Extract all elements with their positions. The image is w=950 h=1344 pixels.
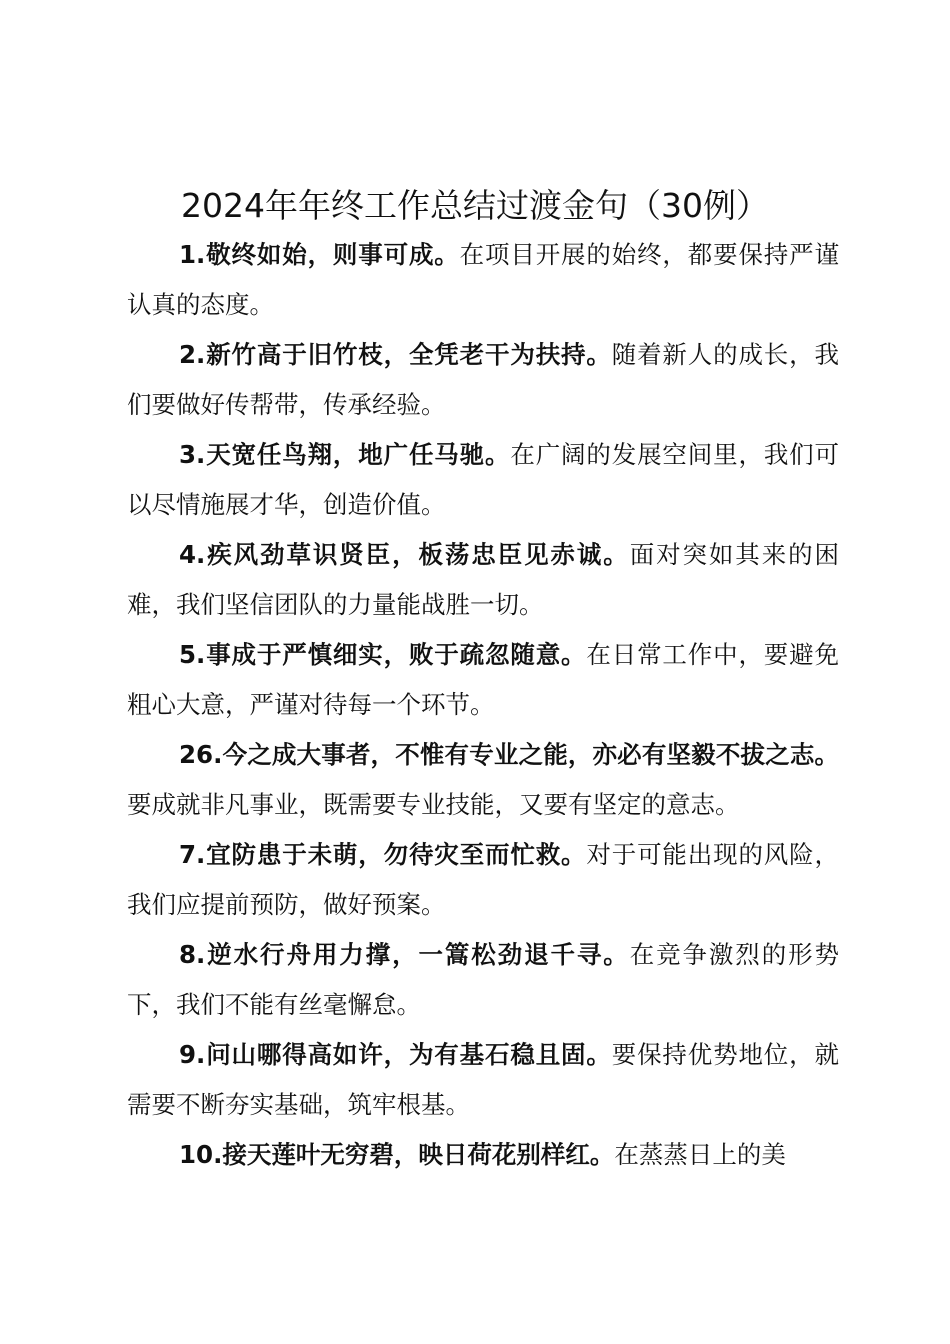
quote-paragraph-2 bbox=[127, 330, 839, 430]
document-body bbox=[127, 230, 839, 1180]
quote-body: 在日常工作中，要避免粗心大意，严谨对待每一个环节。 bbox=[127, 640, 840, 719]
document-title: 2024年年终工作总结过渡金句（30例） bbox=[181, 186, 769, 225]
quote-lead: 5.事成于严慎细实，败于疏忽随意。 bbox=[179, 640, 587, 669]
quote-body: 随着新人的成长，我们要做好传帮带，传承经验。 bbox=[127, 340, 839, 419]
quote-lead: 7.宜防患于未萌，勿待灾至而忙救。 bbox=[179, 840, 587, 869]
quote-lead: 3.天宽任鸟翔，地广任马驰。 bbox=[179, 440, 511, 469]
quote-paragraph-6 bbox=[127, 730, 839, 830]
quote-body: 在广阔的发展空间里，我们可以尽情施展才华，创造价值。 bbox=[127, 440, 840, 519]
quote-lead: 26.今之成大事者，不惟有专业之能，亦必有坚毅不拔之志。 bbox=[179, 740, 839, 769]
quote-paragraph-8 bbox=[127, 930, 839, 1030]
quote-paragraph-7 bbox=[127, 830, 839, 930]
quote-paragraph-10 bbox=[127, 1130, 839, 1180]
quote-body: 面对突如其来的困难，我们坚信团队的力量能战胜一切。 bbox=[127, 540, 839, 619]
quote-body: 在蒸蒸日上的美 bbox=[614, 1140, 786, 1169]
quote-paragraph-9 bbox=[127, 1030, 839, 1130]
quote-body: 在项目开展的始终，都要保持严谨认真的态度。 bbox=[127, 240, 839, 319]
quote-paragraph-5 bbox=[127, 630, 839, 730]
quote-lead: 9.问山哪得高如许，为有基石稳且固。 bbox=[179, 1040, 612, 1069]
quote-lead: 4.疾风劲草识贤臣，板荡忠臣见赤诚。 bbox=[179, 540, 630, 569]
quote-body: 要保持优势地位，就需要不断夯实基础，筑牢根基。 bbox=[127, 1040, 839, 1119]
quote-lead: 10.接天莲叶无穷碧，映日荷花别样红。 bbox=[179, 1140, 615, 1169]
quote-paragraph-1 bbox=[127, 230, 839, 330]
quote-body: 对于可能出现的风险，我们应提前预防，做好预案。 bbox=[127, 840, 840, 919]
quote-lead: 8.逆水行舟用力撑，一篙松劲退千寻。 bbox=[179, 940, 630, 969]
quote-lead: 1.敬终如始，则事可成。 bbox=[179, 240, 460, 269]
quote-body: 在竞争激烈的形势下，我们不能有丝毫懈怠。 bbox=[127, 940, 839, 1019]
quote-paragraph-4 bbox=[127, 530, 839, 630]
quote-body: 要成就非凡事业，既需要专业技能，又要有坚定的意志。 bbox=[127, 790, 740, 819]
quote-paragraph-3 bbox=[127, 430, 839, 530]
quote-lead: 2.新竹高于旧竹枝，全凭老干为扶持。 bbox=[179, 340, 612, 369]
